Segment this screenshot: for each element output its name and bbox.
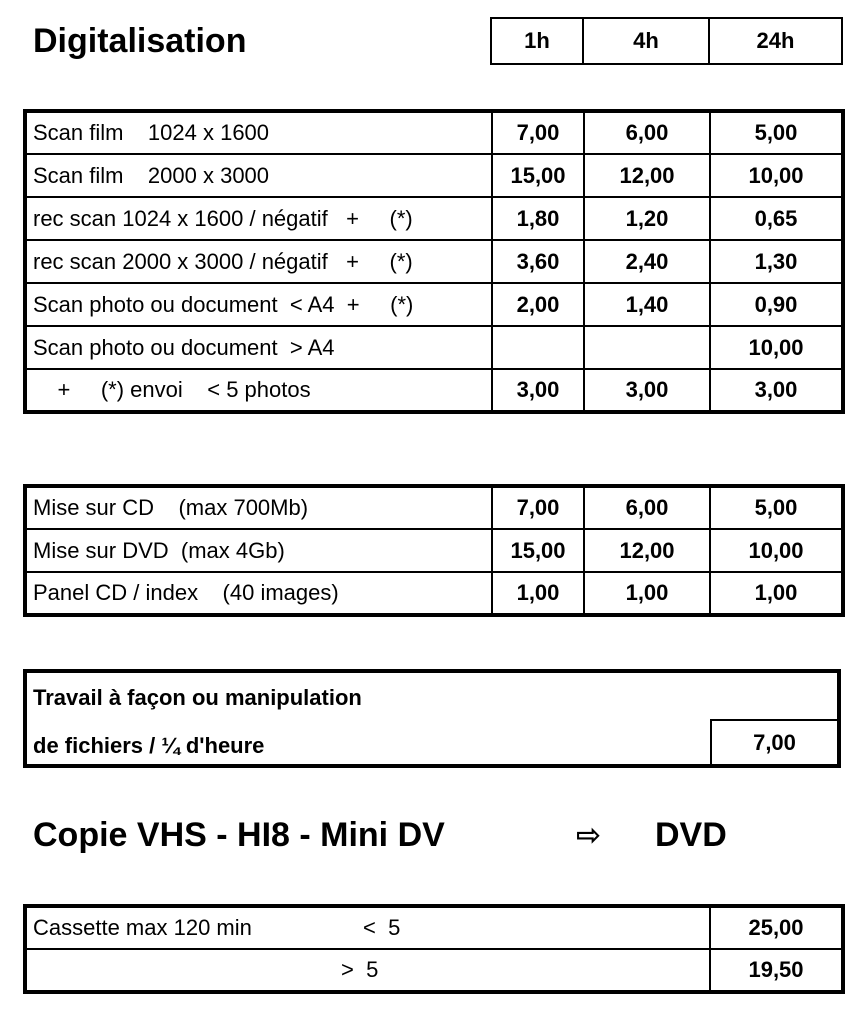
price-24h: 10,00 [710,326,843,369]
table-row [25,572,843,615]
travail-price-box [23,669,841,768]
travail-line-2: de fichiers / ¼ d'heure [33,733,265,758]
table-row [25,197,843,240]
cassette-qty: < 5 [363,915,401,940]
row-label: Scan photo ou document < A4 + (*) [25,283,492,326]
cassette-qty: > 5 [341,957,379,982]
price-4h: 1,00 [584,572,710,615]
table-row [25,369,843,412]
price-1h: 3,60 [492,240,584,283]
table-row [25,111,843,154]
price-1h: 7,00 [492,111,584,154]
price-24h: 3,00 [710,369,843,412]
price-1h: 3,00 [492,369,584,412]
cassette-price: 19,50 [710,949,843,992]
price-4h: 3,00 [584,369,710,412]
table-row [25,326,843,369]
price-1h: 1,80 [492,197,584,240]
cassette-label: Cassette max 120 min [33,915,252,940]
price-4h: 12,00 [584,529,710,572]
table-row [25,240,843,283]
price-4h: 6,00 [584,486,710,529]
scan-price-table [23,109,845,414]
row-label [25,949,710,992]
price-1h: 15,00 [492,154,584,197]
table-row [25,949,843,992]
price-1h: 7,00 [492,486,584,529]
price-4h [584,326,710,369]
arrow-right-icon: ⇨ [576,819,602,852]
copie-target: DVD [655,816,727,854]
duration-header [490,17,843,65]
price-4h: 12,00 [584,154,710,197]
row-label: + (*) envoi < 5 photos [25,369,492,412]
price-24h: 5,00 [710,486,843,529]
table-row [25,486,843,529]
copie-price-table [23,904,845,994]
table-row [25,906,843,949]
price-24h: 0,90 [710,283,843,326]
price-24h: 10,00 [710,154,843,197]
price-24h: 0,65 [710,197,843,240]
price-24h: 1,30 [710,240,843,283]
price-1h: 2,00 [492,283,584,326]
table-row [25,529,843,572]
header-24h: 24h [709,18,842,64]
travail-price: 7,00 [710,719,837,764]
row-label [25,906,710,949]
row-label: rec scan 1024 x 1600 / négatif + (*) [25,197,492,240]
travail-line-1: Travail à façon ou manipulation [33,685,362,710]
header-4h: 4h [583,18,709,64]
price-1h [492,326,584,369]
price-24h: 10,00 [710,529,843,572]
copie-title: Copie VHS - HI8 - Mini DV [33,816,445,854]
price-4h: 2,40 [584,240,710,283]
price-24h: 5,00 [710,111,843,154]
table-row [25,283,843,326]
price-1h: 1,00 [492,572,584,615]
row-label: Mise sur DVD (max 4Gb) [25,529,492,572]
row-label: Scan photo ou document > A4 [25,326,492,369]
row-label: Scan film 2000 x 3000 [25,154,492,197]
price-4h: 6,00 [584,111,710,154]
price-4h: 1,20 [584,197,710,240]
price-24h: 1,00 [710,572,843,615]
row-label: Mise sur CD (max 700Mb) [25,486,492,529]
price-1h: 15,00 [492,529,584,572]
row-label: rec scan 2000 x 3000 / négatif + (*) [25,240,492,283]
digitalisation-title: Digitalisation [33,22,247,60]
cassette-price: 25,00 [710,906,843,949]
media-price-table [23,484,845,617]
table-row [25,154,843,197]
header-1h: 1h [491,18,583,64]
row-label: Panel CD / index (40 images) [25,572,492,615]
price-4h: 1,40 [584,283,710,326]
row-label: Scan film 1024 x 1600 [25,111,492,154]
